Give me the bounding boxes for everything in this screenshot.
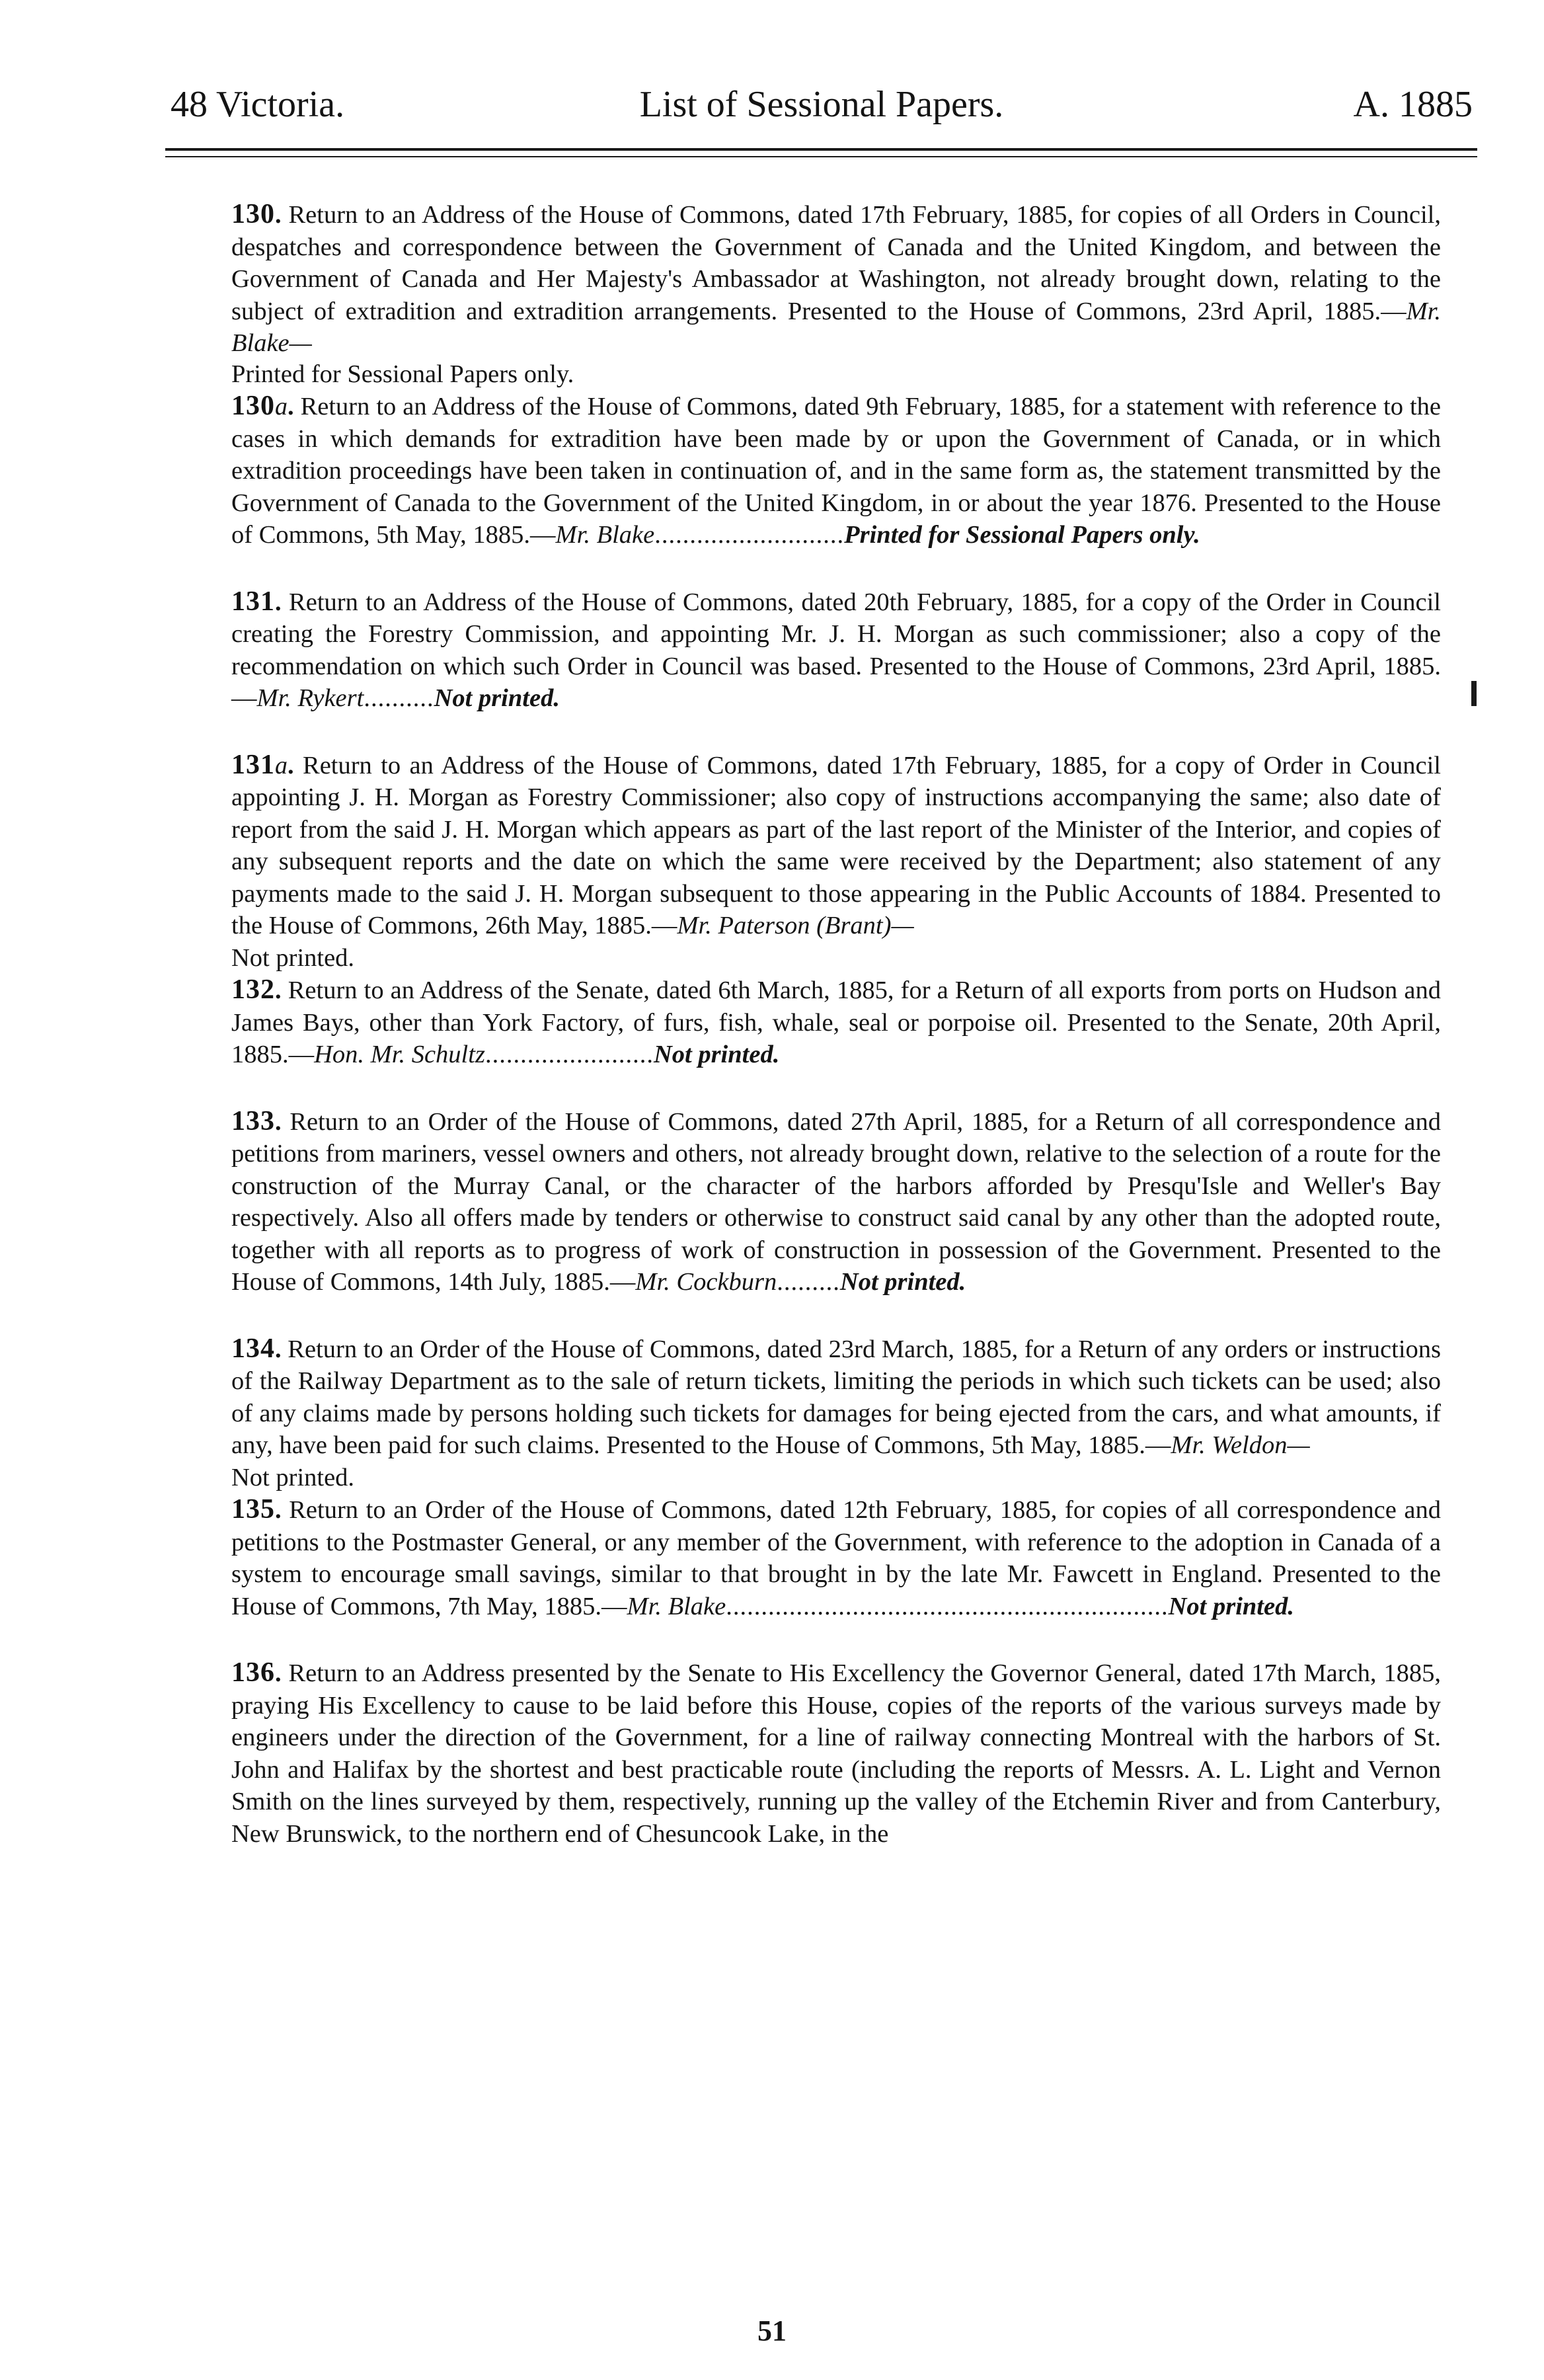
- entry-member: Mr. Blake: [555, 521, 655, 549]
- entry-member: Mr. Blake—: [231, 297, 1441, 357]
- entry-number: 135: [231, 1494, 275, 1525]
- entry-member: Mr. Blake: [627, 1592, 726, 1620]
- entry-136: 136. Return to an Address presented by the Senate to His Excellency the Governor General, dated 17th March, 1885, praying His Excellency to cause to be laid before this House, copies of the reports of the various surveys made by engineers under the direction of the Government, for a line of railway connecting Montreal with the harbors of St. John and Halifax by the shortest and best practicable route (including the reports of Messrs. A. L. Light and Vernon Smith on the lines surveyed by them, respectively, running up the valley of the Etchemin River and from Canterbury, New Brunswick, to the northern end of Chesuncook Lake, in the: [231, 1657, 1441, 1848]
- entry-text: Return to an Address of the House of Commons, dated 20th February, 1885, for a copy of the Order in Council creating the Forestry Commission, and appointing Mr. J. H. Morgan as such commissioner; also a copy of the recommendation on which such Order in Council was based. Presented to the House of Commons, 23rd April, 1885.—: [231, 588, 1442, 712]
- header-regnal-year: 48 Victoria.: [171, 84, 345, 125]
- entry-suffix: a: [275, 751, 288, 779]
- running-header: [171, 78, 1473, 131]
- entry-130: 130. Return to an Address of the House of Commons, dated 17th February, 1885, for copies of all Orders in Council, despatches and correspondence between the Government of Canada and the United Kingdom, and between the Government of Canada and Her Majesty's Ambassador at Washington, not already brought down, relating to the subject of extradition and extradition arrangements. Presented to the House of Commons, 23rd April, 1885.—Mr. Blake—: [231, 199, 1441, 357]
- entry-leader-dots: ........................: [484, 1041, 654, 1068]
- entry-number: 134: [231, 1333, 275, 1364]
- entry-status: Printed for Sessional Papers only.: [231, 360, 574, 388]
- entry-leader-dots: ..........: [364, 684, 434, 712]
- entry-text: Return to an Order of the House of Commons, dated 12th February, 1885, for copies of all correspondence and petitions to the Postmaster General, or any member of the Government, with reference to the adoption in Canada of a system to encourage small savings, similar to that brought in by the late Mr. Fawcett in England. Presented to the House of Commons, 7th May, 1885.—: [231, 1496, 1441, 1620]
- entry-status: Printed for Sessional Papers only.: [844, 521, 1200, 549]
- margin-mark: [1471, 681, 1477, 706]
- entry-number: 131: [231, 586, 275, 617]
- entry-status: Not printed.: [653, 1041, 780, 1068]
- entry-135: 135. Return to an Order of the House of Commons, dated 12th February, 1885, for copies of all correspondence and petitions to the Postmaster General, or any member of the Government, with reference to the adoption in Canada of a system to encourage small savings, similar to that brought in by the late Mr. Fawcett in England. Presented to the House of Commons, 7th May, 1885.—Mr. Blake...............................................................Not printed.: [231, 1494, 1441, 1620]
- entry-status: Not printed.: [434, 684, 560, 712]
- entry-status: Not printed.: [231, 1463, 355, 1491]
- entry-leader-dots: .........: [777, 1268, 840, 1296]
- entry-number: 136: [231, 1657, 275, 1688]
- entry-status: Not printed.: [231, 943, 355, 972]
- entry-133: 133. Return to an Order of the House of Commons, dated 27th April, 1885, for a Return of all correspondence and petitions from mariners, vessel owners and others, not already brought down, relative to the selection of a route for the construction of the Murray Canal, or the character of the harbors afforded by Presqu'Isle and Weller's Bay respectively. Also all offers made by tenders or otherwise to construct said canal by any other than the adopted route, together with all reports as to progress of work of construction in possession of the Government. Presented to the House of Commons, 14th July, 1885.—Mr. Cockburn.........Not printed.: [231, 1105, 1441, 1296]
- entry-member: Hon. Mr. Schultz: [314, 1041, 485, 1068]
- entry-132: 132. Return to an Address of the Senate, dated 6th March, 1885, for a Return of all exports from ports on Hudson and James Bays, other than York Factory, of furs, fish, whale, seal or porpoise oil. Presented to the Senate, 20th April, 1885.—Hon. Mr. Schultz........................Not printed.: [231, 974, 1441, 1068]
- header-rule-thick: [165, 148, 1477, 151]
- entry-member: Mr. Weldon—: [1171, 1431, 1310, 1459]
- entry-member: Mr. Cockburn: [635, 1268, 777, 1296]
- entry-number: 132: [231, 974, 275, 1005]
- entry-status: Not printed.: [1168, 1592, 1294, 1620]
- entry-number: 133: [231, 1105, 275, 1136]
- entry-131: 131. Return to an Address of the House of Commons, dated 20th February, 1885, for a copy of the Order in Council creating the Forestry Commission, and appointing Mr. J. H. Morgan as such commissioner; also a copy of the recommendation on which such Order in Council was based. Presented to the House of Commons, 23rd April, 1885.—Mr. Rykert..........Not printed.: [231, 586, 1442, 712]
- entry-text: Return to an Address of the House of Commons, dated 17th February, 1885, for copies of all Orders in Council, despatches and correspondence between the Government of Canada and the United Kingdom, and between the Government of Canada and Her Majesty's Ambassador at Washington, not already brought down, relating to the subject of extradition and extradition arrangements. Presented to the House of Commons, 23rd April, 1885.—: [231, 201, 1441, 325]
- entry-130a: 130a. Return to an Address of the House of Commons, dated 9th February, 1885, for a statement with reference to the cases in which demands for extradition have been made by or upon the Government of Canada, or in which extradition proceedings have been taken in continuation of, and in the same form as, the statement transmitted by the Government of Canada to the Government of the United Kingdom, in or about the year 1876. Presented to the House of Commons, 5th May, 1885.—Mr. Blake...........................Printed for Sessional Papers only.: [231, 391, 1441, 549]
- entry-member: Mr. Rykert: [256, 684, 364, 712]
- entry-leader-dots: ...........................: [654, 521, 845, 549]
- header-session: A. 1885: [1353, 84, 1473, 125]
- entries-list: [231, 198, 1441, 1850]
- entry-status: Not printed.: [839, 1268, 966, 1296]
- entry-leader-dots: ...............................................................: [726, 1592, 1169, 1620]
- page-number: 51: [757, 2315, 787, 2347]
- entry-text: Return to an Address of the House of Commons, dated 17th February, 1885, for a copy of Order in Council appointing J. H. Morgan as Forestry Commissioner; also copy of instructions accompanying the same; also date of report from the said J. H. Morgan which appears as part of the last report of the Minister of the Interior, and copies of any subsequent reports and the date on which the same were received by the Department; also statement of any payments made to the said J. H. Morgan subsequent to those appearing in the Public Accounts of 1884. Presented to the House of Commons, 26th May, 1885.—: [231, 751, 1441, 939]
- header-rule-thin: [165, 156, 1477, 157]
- entry-number: 130: [231, 391, 275, 421]
- header-title: List of Sessional Papers.: [639, 84, 1004, 125]
- entry-134: 134. Return to an Order of the House of Commons, dated 23rd March, 1885, for a Return of any orders or instructions of the Railway Department as to the sale of return tickets, limiting the periods in which such tickets can be used; also of any claims made by persons holding such tickets for damages for being ejected from the cars, and what amounts, if any, have been paid for such claims. Presented to the House of Commons, 5th May, 1885.—Mr. Weldon—: [231, 1333, 1442, 1459]
- entry-text: Return to an Address of the House of Commons, dated 9th February, 1885, for a statement with reference to the cases in which demands for extradition have been made by or upon the Government of Canada, or in which extradition proceedings have been taken in continuation of, and in the same form as, the statement transmitted by the Government of Canada to the Government of the United Kingdom, in or about the year 1876. Presented to the House of Commons, 5th May, 1885.—: [231, 393, 1441, 549]
- entry-member: Mr. Paterson (Brant)—: [677, 912, 914, 939]
- entry-text: Return to an Order of the House of Commons, dated 27th April, 1885, for a Return of all correspondence and petitions from mariners, vessel owners and others, not already brought down, relative to the selection of a route for the construction of the Murray Canal, or the character of the harbors afforded by Presqu'Isle and Weller's Bay respectively. Also all offers made by tenders or otherwise to construct said canal by any other than the adopted route, together with all reports as to progress of work of construction in possession of the Government. Presented to the House of Commons, 14th July, 1885.—: [231, 1107, 1441, 1296]
- entry-text: Return to an Address of the Senate, dated 6th March, 1885, for a Return of all exports from ports on Hudson and James Bays, other than York Factory, of furs, fish, whale, seal or porpoise oil. Presented to the Senate, 20th April, 1885.—: [231, 976, 1441, 1068]
- entry-text: Return to an Address presented by the Senate to His Excellency the Governor General, dated 17th March, 1885, praying His Excellency to cause to be laid before this House, copies of the reports of the various surveys made by engineers under the direction of the Government, for a line of railway connecting Montreal with the harbors of St. John and Halifax by the shortest and best practicable route (including the reports of Messrs. A. L. Light and Vernon Smith on the lines surveyed by them, respectively, running up the valley of the Etchemin River and from Canterbury, New Brunswick, to the northern end of Chesuncook Lake, in the: [231, 1659, 1441, 1848]
- entry-suffix: a: [275, 393, 288, 420]
- entry-text: Return to an Order of the House of Commons, dated 23rd March, 1885, for a Return of any orders or instructions of the Railway Department as to the sale of return tickets, limiting the periods in which such tickets can be used; also of any claims made by persons holding such tickets for damages for being ejected from the cars, and what amounts, if any, have been paid for such claims. Presented to the House of Commons, 5th May, 1885.—: [231, 1335, 1442, 1459]
- entry-number: 130: [231, 199, 275, 229]
- entry-number: 131: [231, 749, 275, 780]
- entry-131a: 131a. Return to an Address of the House of Commons, dated 17th February, 1885, for a copy of Order in Council appointing J. H. Morgan as Forestry Commissioner; also copy of instructions accompanying the same; also date of report from the said J. H. Morgan which appears as part of the last report of the Minister of the Interior, and copies of any subsequent reports and the date on which the same were received by the Department; also statement of any payments made to the said J. H. Morgan subsequent to those appearing in the Public Accounts of 1884. Presented to the House of Commons, 26th May, 1885.—Mr. Paterson (Brant)—: [231, 749, 1441, 939]
